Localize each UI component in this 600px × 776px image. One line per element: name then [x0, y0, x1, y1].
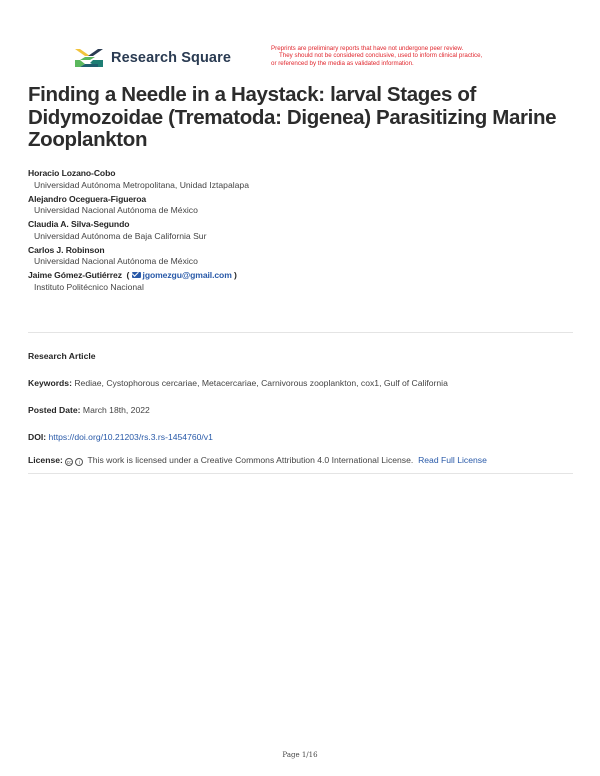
research-square-logo-icon: [74, 46, 104, 70]
author-email-link[interactable]: jgomezgu@gmail.com: [142, 270, 232, 280]
notice-line: Preprints are preliminary reports that have not undergone peer review.: [271, 45, 464, 52]
author-affiliation: Instituto Politécnico Nacional: [34, 281, 144, 292]
page-number: Page 1/16: [282, 751, 318, 759]
doi-label: DOI:: [28, 432, 47, 442]
attribution-icon: i: [75, 458, 83, 466]
author-affiliation: Universidad Autónoma de Baja California Sur: [34, 230, 207, 241]
cc-icon: cc: [66, 460, 72, 466]
author-entry: [28, 269, 568, 295]
keywords-label: Keywords:: [28, 378, 72, 388]
posted-date-label: Posted Date:: [28, 405, 81, 415]
read-full-license-link[interactable]: Read Full License: [418, 455, 487, 465]
email-icon: [132, 272, 141, 278]
divider: [28, 473, 573, 474]
license-text: This work is licensed under a Creative Commons Attribution 4.0 International License.: [87, 455, 414, 465]
notice-line: They should not be considered conclusive, used to inform clinical practice,: [279, 52, 483, 60]
notice-line: or referenced by the media as validated information.: [271, 59, 414, 67]
author-name: Alejandro Oceguera-Figueroa: [28, 193, 147, 204]
author-name: Jaime Gómez-Gutiérrez: [28, 270, 122, 280]
author-entry: [28, 167, 568, 193]
corresponding-author: Jaime Gómez-Gutiérrez ( jgomezgu@gmail.com ): [28, 270, 237, 280]
author-affiliation: Universidad Nacional Autónoma de México: [34, 205, 198, 215]
paper-title: Finding a Needle in a Haystack: larval Stages of Didymozoidae (Trematoda: Digenea) Parasitizing Marine Zooplankton: [28, 83, 557, 151]
author-affiliation: Universidad Nacional Autónoma de México: [34, 256, 198, 266]
doi-link[interactable]: https://doi.org/10.21203/rs.3.rs-1454760/v1: [48, 432, 213, 442]
author-name: Horacio Lozano-Cobo: [28, 168, 116, 178]
posted-date: [28, 405, 578, 415]
posted-date-value: March 18th, 2022: [82, 405, 150, 415]
author-name: Claudia A. Silva-Segundo: [28, 219, 130, 229]
doi: [28, 432, 578, 442]
author-list: [28, 167, 568, 295]
article-type: [28, 351, 578, 361]
author-entry: [28, 193, 568, 219]
author-affiliation: Universidad Autónoma Metropolitana, Unidad Iztapalapa: [34, 179, 249, 190]
author-entry: [28, 244, 568, 270]
brand-name: Research Square: [111, 50, 231, 66]
research-square-logo[interactable]: [74, 46, 231, 70]
license-label: License:: [28, 455, 63, 465]
page-header: [74, 44, 554, 74]
author-entry: [28, 218, 568, 244]
article-type-label: Research Article: [28, 351, 96, 361]
preprint-notice: [271, 45, 561, 67]
author-name: Carlos J. Robinson: [28, 244, 105, 255]
license: [28, 455, 578, 466]
divider: [28, 332, 573, 333]
keywords-value: Rediae, Cystophorous cercariae, Metacercariae, Carnivorous zooplankton, cox1, Gulf of California: [74, 378, 448, 388]
keywords: [28, 378, 578, 388]
